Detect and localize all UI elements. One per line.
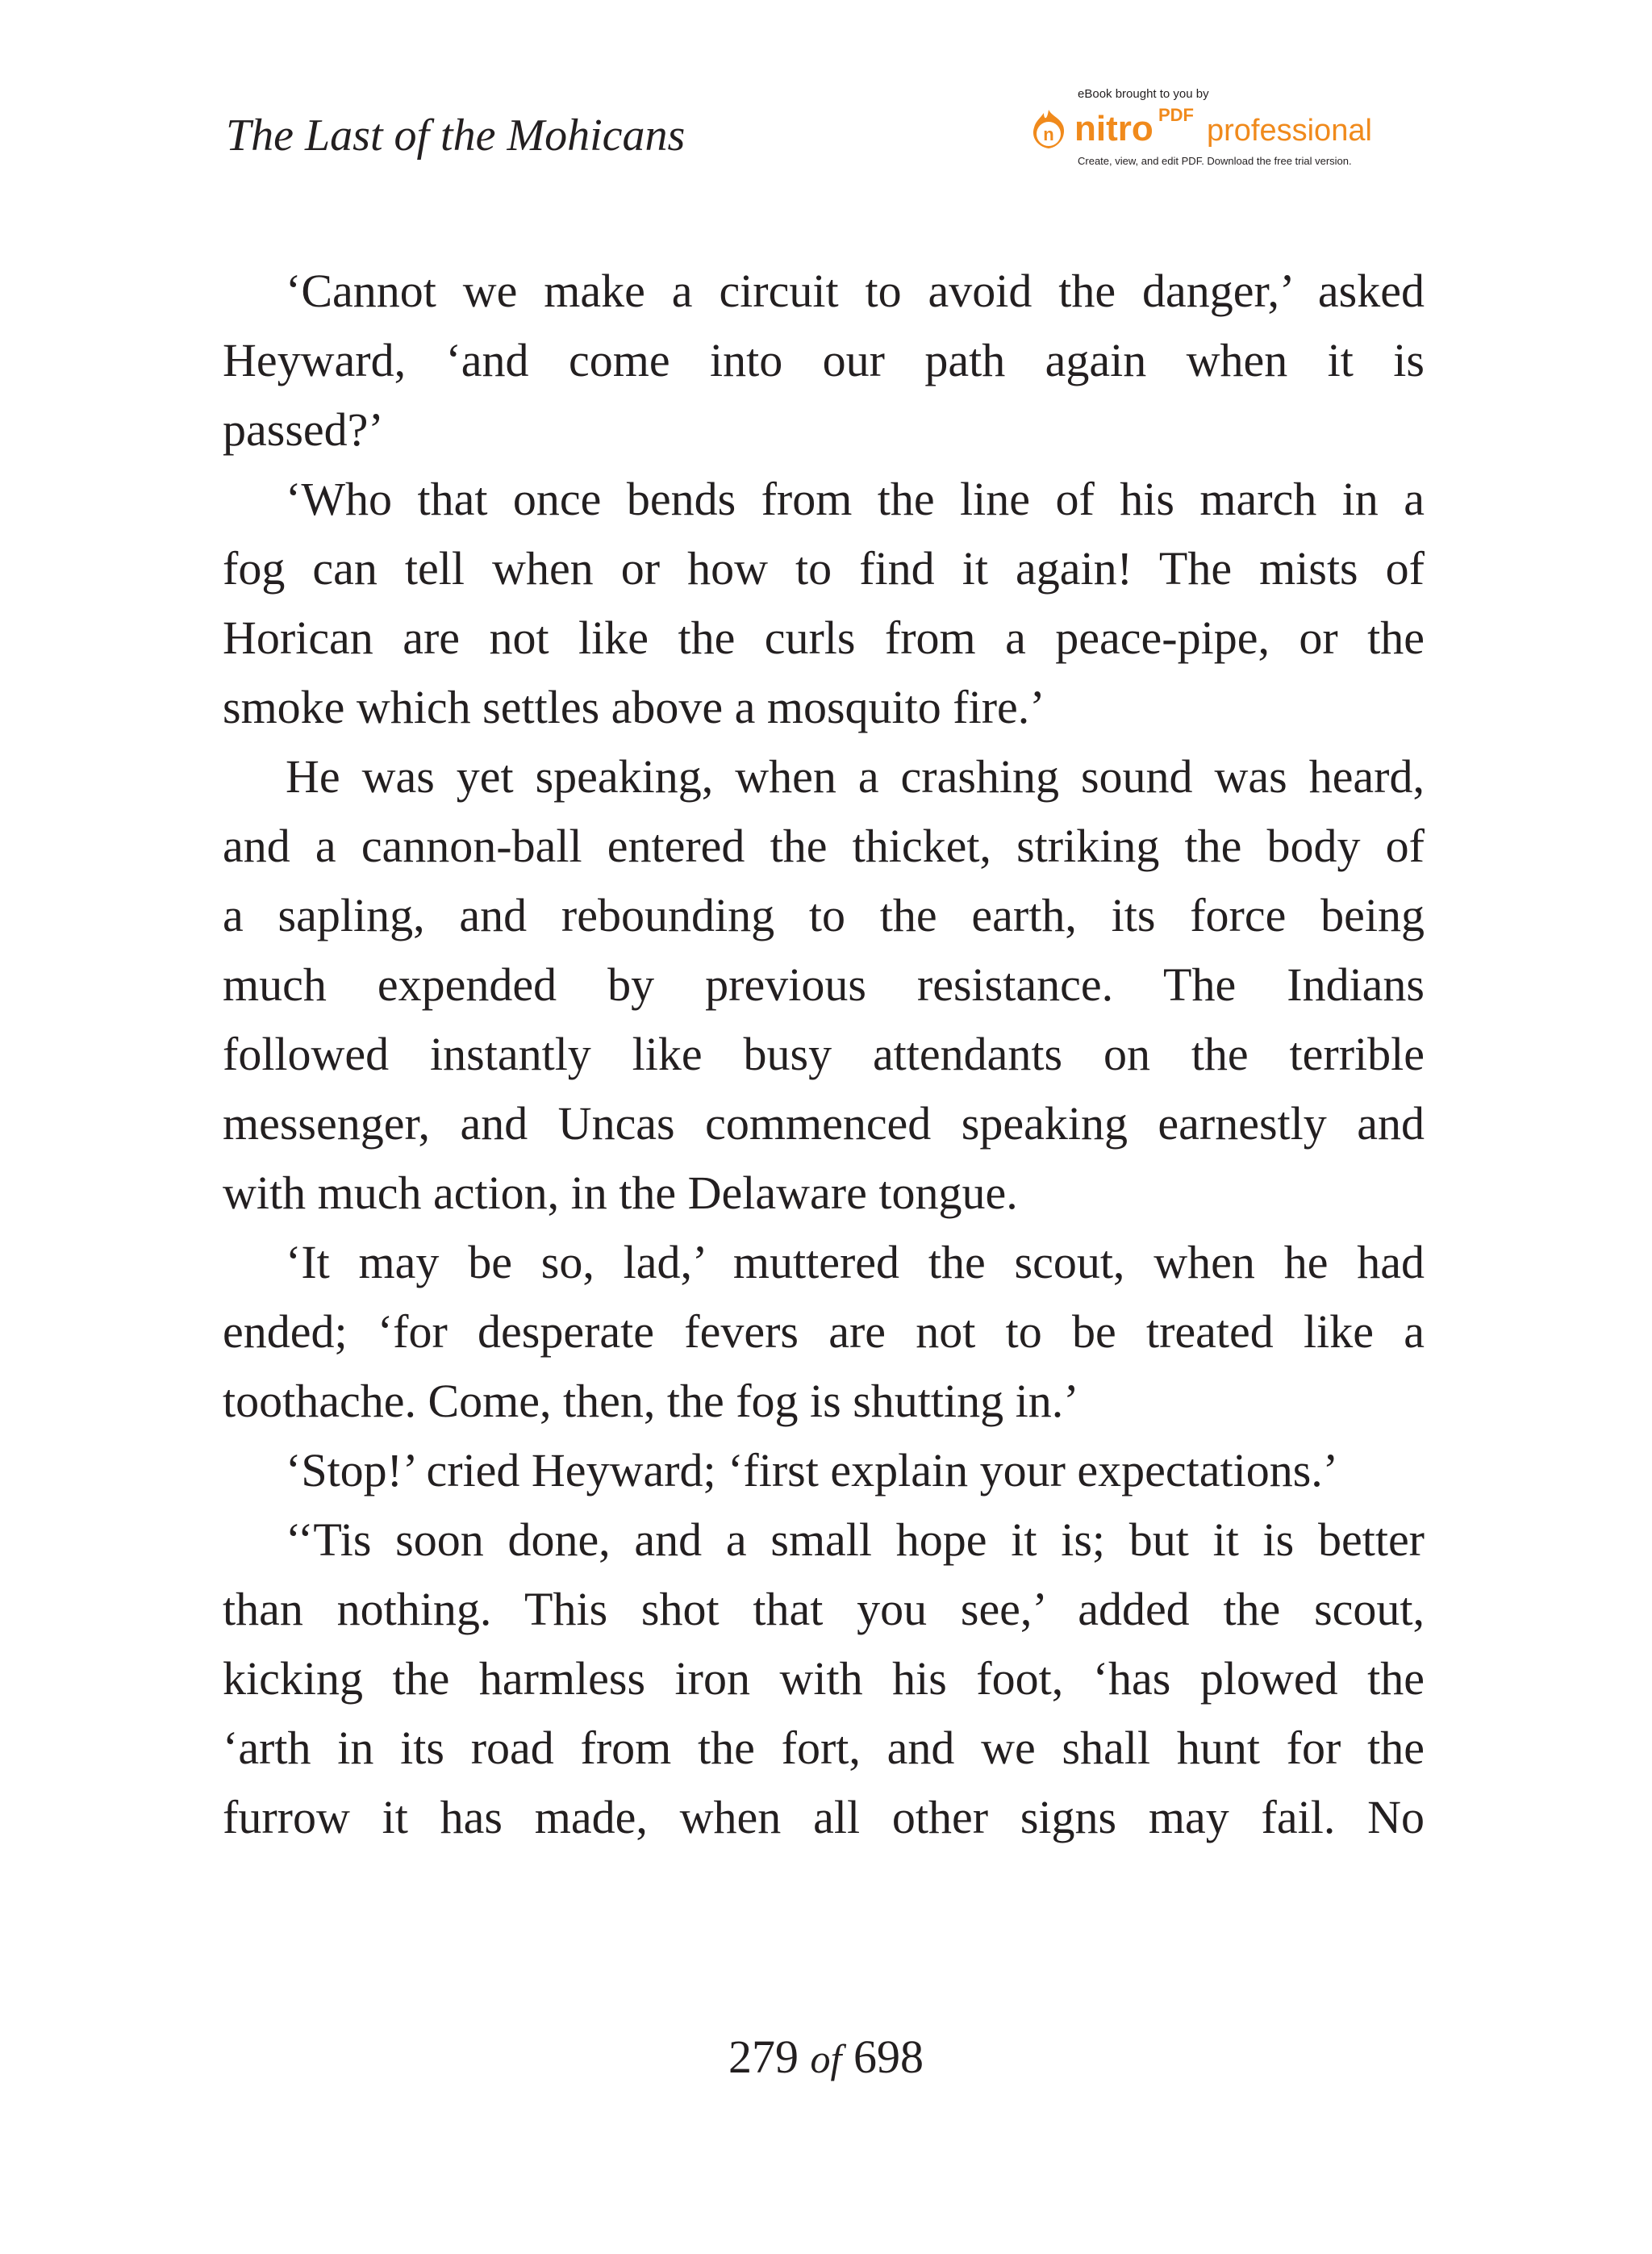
text-line: much expended by previous resistance. The Indians xyxy=(223,958,1425,1011)
text-line: than nothing. This shot that you see,’ added the scout, xyxy=(223,1583,1425,1635)
text-line: furrow it has made, when all other signs may fail. No xyxy=(223,1791,1425,1843)
text-line: ‘Who that once bends from the line of his march in a xyxy=(286,473,1425,525)
text-line: Heyward, ‘and come into our path again when it is xyxy=(223,334,1425,386)
text-line: with much action, in the Delaware tongue. xyxy=(223,1167,1018,1219)
logo-superscript: PDF xyxy=(1158,105,1194,125)
current-page: 279 xyxy=(728,2031,799,2083)
text-line: ‘‘Tis soon done, and a small hope it is; but it is better xyxy=(286,1513,1425,1566)
nitro-flame-icon xyxy=(1028,108,1070,150)
svg-text:n: n xyxy=(1043,124,1054,144)
text-line: smoke which settles above a mosquito fire.’ xyxy=(223,681,1045,733)
text-line: fog can tell when or how to find it again! The mists of xyxy=(223,542,1425,595)
logo-tagline: eBook brought to you by xyxy=(1078,87,1209,101)
text-line: a sapling, and rebounding to the earth, its force being xyxy=(223,889,1425,941)
text-line: and a cannon-ball entered the thicket, striking the body of xyxy=(223,820,1425,872)
page-number xyxy=(0,2025,1652,2091)
text-line: ‘Cannot we make a circuit to avoid the danger,’ asked xyxy=(286,265,1425,317)
text-line: followed instantly like busy attendants on the terrible xyxy=(223,1028,1425,1080)
text-line: He was yet speaking, when a crashing sound was heard, xyxy=(286,750,1425,803)
total-pages: 698 xyxy=(853,2031,924,2083)
logo-subline: Create, view, and edit PDF. Download the free trial version. xyxy=(1078,155,1352,167)
nitro-pdf-logo[interactable] xyxy=(1026,87,1413,176)
logo-edition: professional xyxy=(1207,114,1372,148)
logo-name: nitro xyxy=(1074,109,1153,148)
page-body xyxy=(223,257,1425,1852)
running-header-title: The Last of the Mohicans xyxy=(226,111,686,161)
text-line: ‘Stop!’ cried Heyward; ‘first explain your expectations.’ xyxy=(286,1444,1339,1496)
text-line: messenger, and Uncas commenced speaking earnestly and xyxy=(223,1097,1425,1150)
text-line: kicking the harmless iron with his foot, ‘has plowed the xyxy=(223,1652,1425,1705)
page-of-label: of xyxy=(810,2036,842,2081)
text-line: ended; ‘for desperate fevers are not to be treated like a xyxy=(223,1305,1425,1358)
text-line: passed?’ xyxy=(223,403,384,456)
text-line: Horican are not like the curls from a peace-pipe, or the xyxy=(223,612,1425,664)
text-line: ‘arth in its road from the fort, and we shall hunt for the xyxy=(223,1722,1425,1774)
text-line: ‘It may be so, lad,’ muttered the scout, when he had xyxy=(286,1236,1425,1288)
text-line: toothache. Come, then, the fog is shutting in.’ xyxy=(223,1375,1079,1427)
